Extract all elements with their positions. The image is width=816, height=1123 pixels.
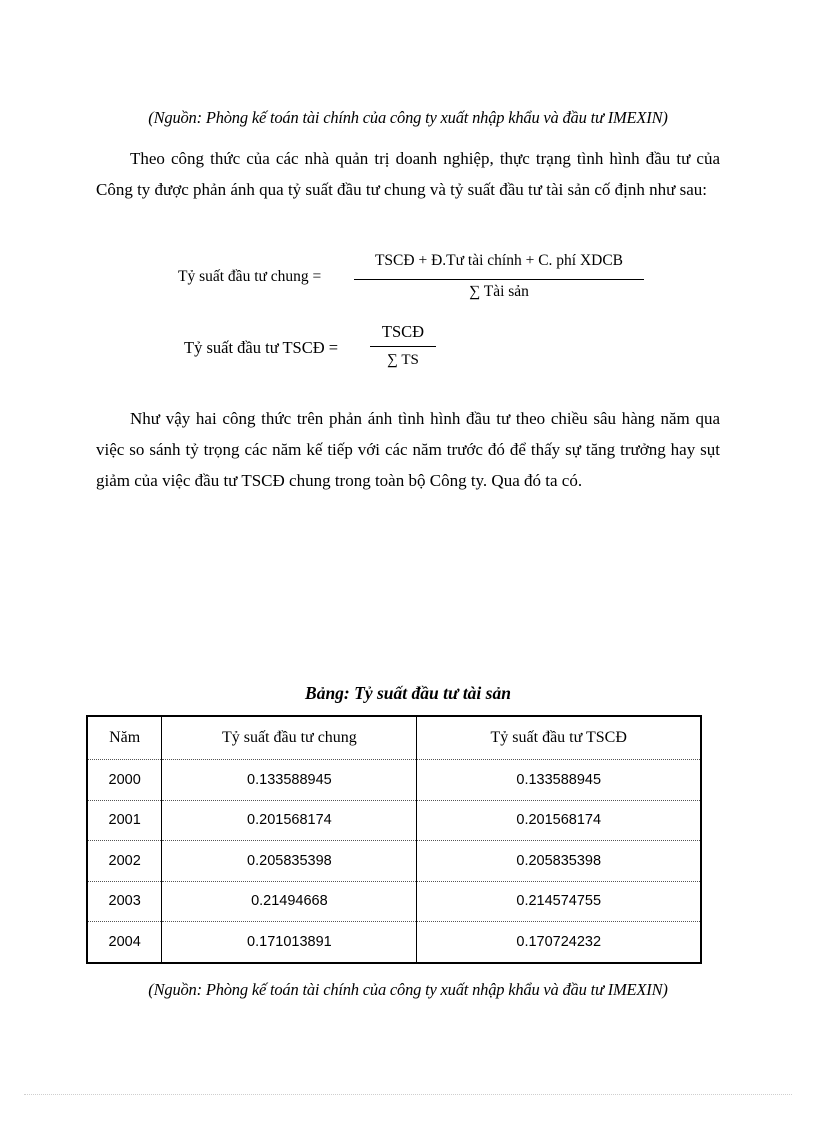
cell-general-ratio: 0.133588945 [162,760,417,801]
cell-year: 2000 [87,760,162,801]
table-row [87,922,701,963]
cell-fixed-asset-ratio: 0.133588945 [417,760,701,801]
cell-year: 2003 [87,881,162,922]
cell-fixed-asset-ratio: 0.214574755 [417,881,701,922]
table-row [87,881,701,922]
paragraph-intro: Theo công thức của các nhà quản trị doanh nghiệp, thực trạng tình hình đầu tư của Công ty được phản ánh qua tỷ suất đầu tư chung và tỷ suất đầu tư tài sản cố định như sau: [96,149,720,199]
investment-ratio-table [86,715,702,964]
formula1-label: Tỷ suất đầu tư chung = [178,268,322,285]
cell-general-ratio: 0.201568174 [162,800,417,841]
source-note-top: (Nguồn: Phòng kế toán tài chính của công ty xuất nhập khẩu và đầu tư IMEXIN) [148,108,668,127]
header-year: Năm [87,716,162,760]
table-header-row [87,716,701,760]
source-note-bottom: (Nguồn: Phòng kế toán tài chính của công ty xuất nhập khẩu và đầu tư IMEXIN) [148,980,668,999]
table-row [87,760,701,801]
header-general-ratio: Tỷ suất đầu tư chung [162,716,417,760]
formula1-numerator: TSCĐ + Đ.Tư tài chính + C. phí XDCB [374,252,624,269]
formula2-denominator: ∑ TS [387,352,419,368]
header-fixed-asset-ratio: Tỷ suất đầu tư TSCĐ [417,716,701,760]
cell-general-ratio: 0.171013891 [162,922,417,963]
formula2-fraction-bar [370,346,436,347]
cell-year: 2002 [87,841,162,882]
page-bottom-divider [24,1094,792,1095]
cell-fixed-asset-ratio: 0.205835398 [417,841,701,882]
table-row [87,800,701,841]
cell-fixed-asset-ratio: 0.201568174 [417,800,701,841]
table-row [87,841,701,882]
formula2-fraction [370,322,436,369]
cell-fixed-asset-ratio: 0.170724232 [417,922,701,963]
formula2-numerator: TSCĐ [381,322,425,341]
cell-general-ratio: 0.21494668 [162,881,417,922]
paragraph-analysis: Như vậy hai công thức trên phản ánh tình hình đầu tư theo chiều sâu hàng năm qua việc so sánh tỷ trọng các năm kế tiếp với các năm trước đó để thấy sự tăng trưởng hay sụt giảm của việc đầu tư TSCĐ chung trong toàn bộ Công ty. Qua đó ta có. [96,409,720,490]
cell-year: 2004 [87,922,162,963]
cell-general-ratio: 0.205835398 [162,841,417,882]
formula1-fraction [354,252,644,301]
cell-year: 2001 [87,800,162,841]
formula2-label: Tỷ suất đầu tư TSCĐ = [184,338,339,357]
table-title: Bảng: Tỷ suất đầu tư tài sản [305,683,511,703]
formula1-fraction-bar [354,279,644,280]
formula1-denominator: ∑ Tài sản [469,283,529,300]
